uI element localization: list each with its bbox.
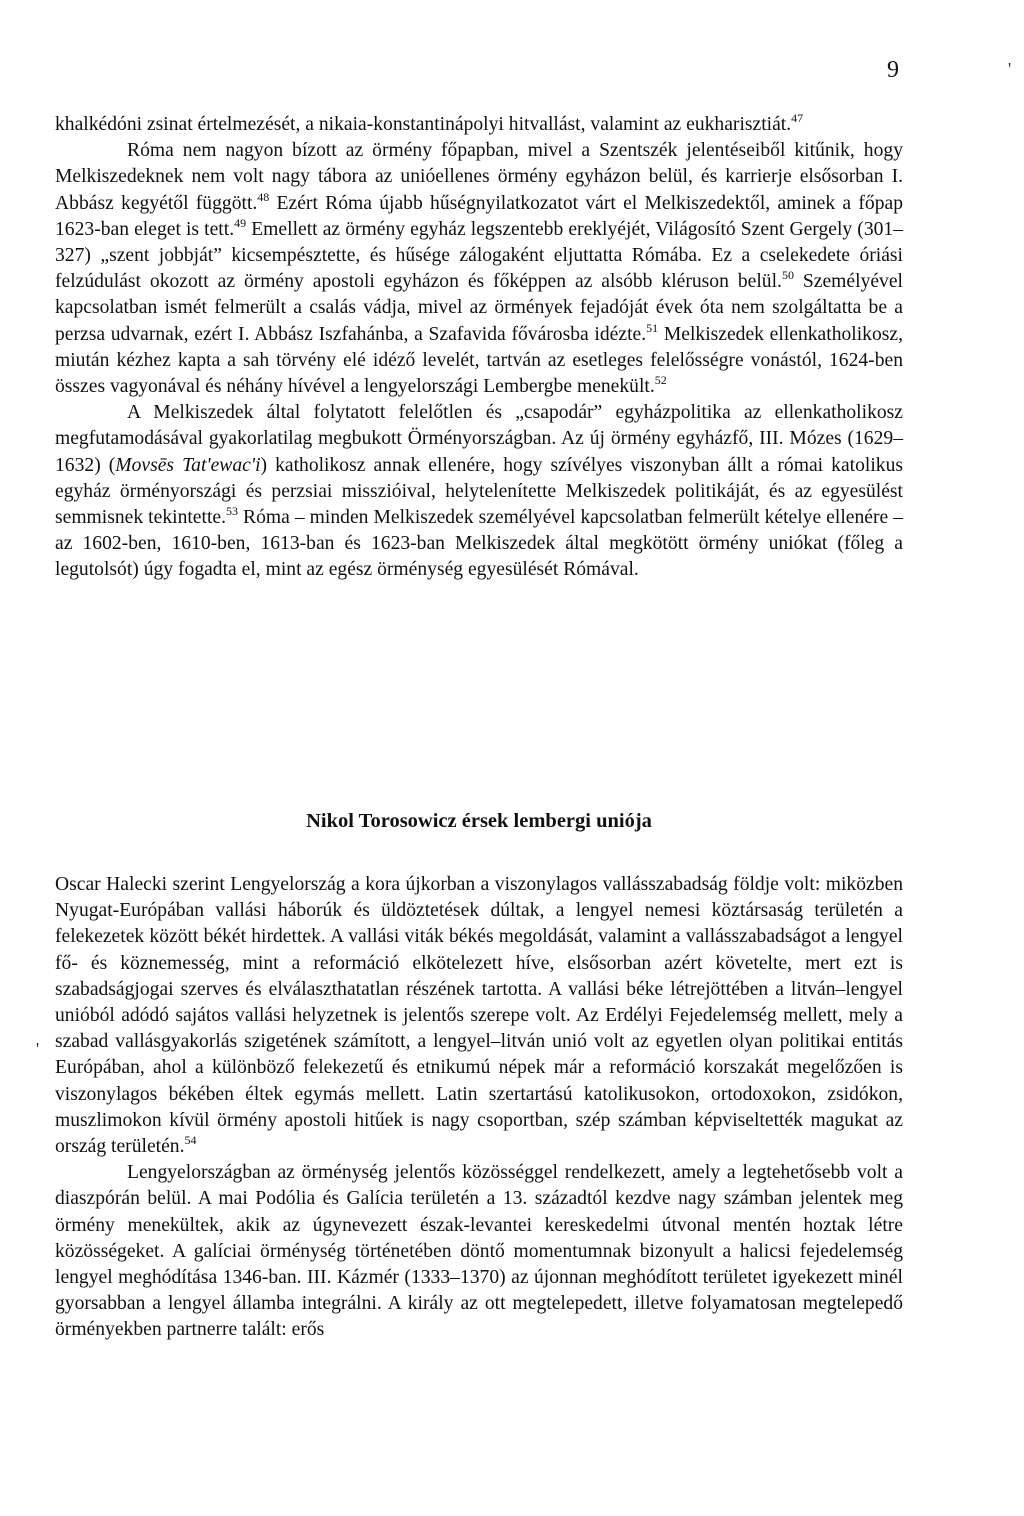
text-run: Lengyelországban az örménység jelentős közösséggel rendelkezett, amely a legtehetősebb volt a diaszpórán belül. A mai Podólia és Galícia területén a 13. századtól kezdve nagy számban jelentek meg örmény menekültek, akik az úgynevezett észak-levantei kereskedelmi útvonal mentén hoztak létre közösségeket. A galíciai örménység történetében döntő momentumnak bizonyult a halicsi fejedelemség lengyel meghódítása 1346-ban. III. Kázmér (1333–1370) az újonnan meghódított területet igyekezett minél gyorsabban a lengyel államba integrálni. A király az ott megtelepedett, illetve folyamatosan megtelepedő örményekben partnerre talált: erős — [55, 1162, 903, 1341]
paragraph — [55, 400, 903, 583]
text-run: Róma – minden Melkiszedek személyével kapcsolatban felmerült kételye ellenére – az 1602-ben, 1610-ben, 1613-ban és 1623-ban Melkiszedek által megkötött örmény uniókat (főleg a legutolsót) úgy fogadta el, mint az egész örménység egyesülését Rómával. — [55, 507, 903, 581]
paragraph — [55, 138, 903, 400]
footnote-ref: 51 — [646, 320, 659, 335]
text-run: Ezért Róma újabb hűségnyilatkozatot várt el Melkiszedektől, aminek a főpap 1623-ban eleget is tett. — [55, 192, 903, 240]
body-text-after-section — [55, 872, 903, 1344]
text-run: Személyével kapcsolatban ismét felmerült a csalás vádja, mivel az örmények fejadóját évek óta nem szolgáltatta be a perzsa udvarnak, ezért I. Abbász Iszfahánba, a Szafavida fővárosba idézte. — [55, 271, 903, 345]
text-run: khalkédóni zsinat értelmezését, a nikaia-konstantinápolyi hitvallást, valamint az eukharisztiát. — [55, 114, 792, 135]
text-run: Róma nem nagyon bízott az örmény főpapban, mivel a Szentszék jelentéseiből kitűnik, hogy Melkiszedeknek nem volt nagy tábora az unióellenes örmény egyházon belül, és karrierje elsősorban I. Abbász kegyétől függött. — [55, 140, 903, 214]
footnote-ref: 47 — [791, 111, 804, 125]
text-run: Emellett az örmény egyház legszentebb ereklyéjét, Világosító Szent Gergely (301–327) „szent jobbját” kicsempésztette, és hűsége zálogaként eljuttatta Rómába. Ez a cselekedete óriási felzúdulást okozott az örmény apostoli egyházon és főképpen az alsóbb kléruson belül. — [55, 218, 904, 293]
page-number: 9 — [887, 57, 899, 83]
footnote-ref: 49 — [234, 215, 247, 230]
text-run: Melkiszedek ellenkatholikosz, miután kézhez kapta a sah törvény elé idéző levelét, tartván az esetleges felelősségre vonástól, 1624-ben összes vagyonával és néhány hívével a lengyelországi Lembergbe menekült. — [55, 323, 903, 398]
footnote-ref: 50 — [781, 268, 794, 283]
footnote-ref: 53 — [226, 504, 238, 519]
paragraph — [55, 112, 903, 138]
margin-mark: ' — [36, 1039, 40, 1059]
italic-text: Movsēs Tat'ewac'i — [115, 454, 261, 476]
footnote-ref: 52 — [654, 373, 667, 388]
margin-mark: ' — [1008, 59, 1012, 79]
text-run: Oscar Halecki szerint Lengyelország a kora újkorban a viszonylagos vallásszabadság földje volt: miközben Nyugat-Európában vallási háborúk és üldöztetések dúltak, a lengyel nemesi köztársaság területén a felekezetek között békét hirdettek. A vallási viták békés megoldását, valamint a vallásszabadságot a lengyel fő- és köznemesség, mint a reformáció elkötelezett híve, elsősorban azért követelte, mert ezt is szabadságjogai szerves és elválaszthatatlan részének tartotta. A vallási béke létrejöttében a litván–lengyel unióból adódó sajátos vallási helyzetnek is jelentős szerepe volt. Az Erdélyi Fejedelemség mellett, mely a szabad vallásgyakorlás szigetének számított, a lengyel–litván unió volt az egyetlen olyan politikai entitás Európában, ahol a különböző felekezetű és etnikumú népek már a reformáció korszakát megelőzően is viszonylagos békében éltek egymás mellett. Latin szertartású katolikusokon, ortodoxokon, zsidókon, muszlimokon kívül örmény apostoli hitűek is nagy csoportban, szép számban képviseltették magukat az ország területén. — [55, 874, 903, 1158]
paragraph — [55, 1160, 903, 1343]
footnote-ref: 54 — [184, 1133, 197, 1148]
footnote-ref: 48 — [257, 189, 270, 204]
section-title: Nikol Torosowicz érsek lembergi uniója — [306, 810, 652, 832]
text-run: ) katholikosz annak ellenére, hogy szívélyes viszonyban állt a római katolikus egyház örményországi és perzsiai misszióival, helytelenítette Melkiszedek politikáját, és az egyesülést semmisnek tekintette. — [55, 454, 903, 529]
body-text-before-section — [55, 112, 903, 584]
paragraph — [55, 872, 903, 1160]
text-run: A Melkiszedek által folytatott felelőtlen és „csapodár” egyházpolitika az ellenkatholikosz megfutamodásával gyakorlatilag megbukott Örményországban. Az új örmény egyházfő, III. Mózes (1629–1632) ( — [55, 402, 903, 476]
